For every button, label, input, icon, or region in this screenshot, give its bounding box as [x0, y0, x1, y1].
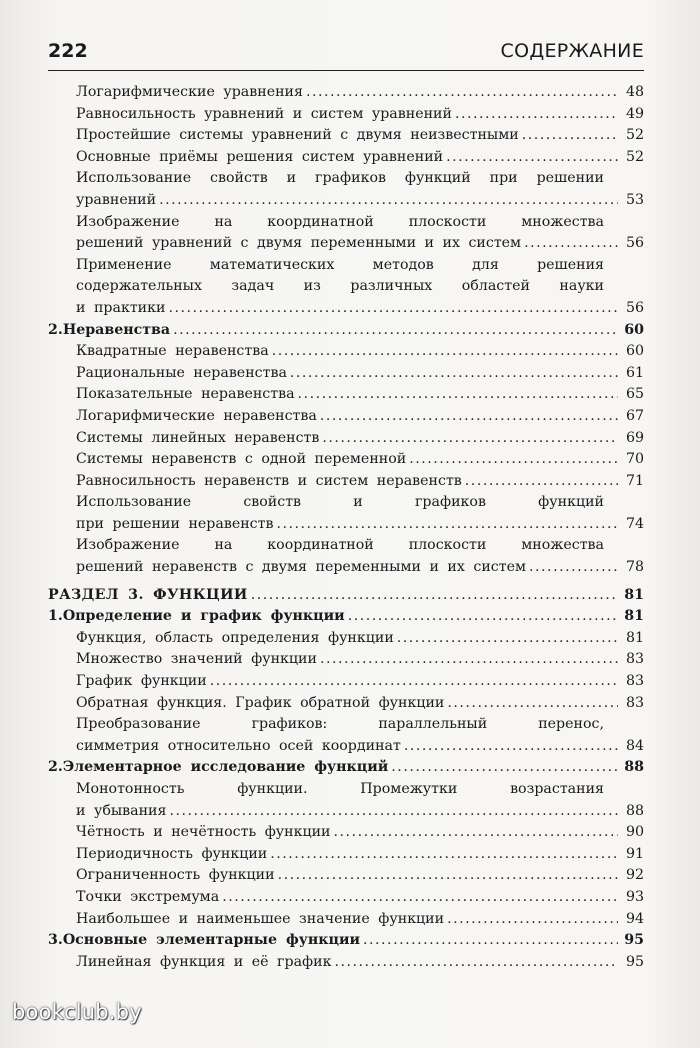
toc-line — [48, 757, 644, 779]
toc-title: Обратная функция. График обратной функции — [76, 694, 445, 711]
toc-item — [48, 535, 644, 578]
toc-page-number: 95 — [624, 932, 644, 949]
toc-title: Основные элементарные функции — [62, 932, 361, 949]
toc-page-number: 65 — [625, 386, 644, 403]
leader-dots — [159, 190, 618, 212]
toc-line — [76, 212, 644, 234]
toc-item — [48, 779, 644, 822]
toc-title: Чётность и нечётность функции — [76, 824, 331, 841]
leader-dots — [391, 757, 618, 779]
toc-line — [48, 930, 644, 952]
toc-page-number: 83 — [625, 694, 644, 711]
toc-item — [48, 104, 644, 126]
running-title: СОДЕРЖАНИЕ — [500, 40, 644, 62]
leader-dots — [409, 449, 618, 471]
toc-page-number: 52 — [625, 148, 644, 165]
toc-page-number: 83 — [625, 673, 644, 690]
toc-line — [76, 909, 644, 931]
toc-page-number: 88 — [625, 802, 644, 819]
leader-dots — [290, 363, 618, 385]
toc-line — [48, 320, 644, 342]
toc-item — [48, 671, 644, 693]
toc-page-number: 93 — [625, 888, 644, 905]
toc-title: решений уравнений с двумя переменными и их систем — [76, 235, 522, 252]
toc-title: Использование свойств и графиков функций при решении — [76, 170, 604, 187]
leader-dots — [320, 406, 618, 428]
toc-page-number: 78 — [625, 559, 644, 576]
toc-title: Логарифмические неравенства — [76, 407, 317, 424]
toc-line — [76, 714, 644, 736]
toc-page-number: 70 — [625, 451, 644, 468]
leader-dots — [524, 233, 618, 255]
toc-chapter — [48, 606, 644, 628]
toc-item — [48, 649, 644, 671]
toc-title: Преобразование графиков: параллельный перенос, — [76, 716, 604, 733]
toc-title: Точки экстремума — [76, 888, 220, 905]
toc-page-number: 74 — [625, 515, 644, 532]
toc-page-number: 56 — [625, 299, 644, 316]
toc-line — [76, 887, 644, 909]
toc-line — [76, 82, 644, 104]
toc-chapter — [48, 320, 644, 342]
toc-line — [76, 492, 644, 514]
toc-line — [76, 779, 644, 801]
toc-item — [48, 341, 644, 363]
toc-title: Наибольшее и наименьшее значение функции — [76, 910, 445, 927]
toc-page-number: 53 — [625, 191, 644, 208]
page-number: 222 — [48, 40, 88, 62]
toc-chapter — [48, 757, 644, 779]
toc-title: содержательных задач из различных областей науки — [76, 278, 604, 295]
toc-item — [48, 125, 644, 147]
toc-line — [76, 693, 644, 715]
toc-title: и убывания — [76, 802, 167, 819]
toc-title: Применение математических методов для решения — [76, 256, 604, 273]
toc-item — [48, 714, 644, 757]
toc-item — [48, 471, 644, 493]
toc-item — [48, 844, 644, 866]
toc-line — [76, 628, 644, 650]
leader-dots — [278, 865, 618, 887]
toc-item — [48, 82, 644, 104]
toc-title: Рациональные неравенства — [76, 364, 287, 381]
leader-dots — [298, 384, 618, 406]
toc-page-number: 90 — [625, 824, 644, 841]
leader-dots — [334, 952, 618, 974]
leader-dots — [363, 930, 618, 952]
toc-page-number: 61 — [625, 364, 644, 381]
toc-title: Системы линейных неравенств — [76, 429, 320, 446]
leader-dots — [455, 104, 618, 126]
toc-line — [48, 606, 644, 628]
toc-page-number: 67 — [625, 407, 644, 424]
toc-line — [76, 649, 644, 671]
toc-title: Элементарное исследование функций — [62, 759, 389, 776]
toc-chapter — [48, 930, 644, 952]
leader-dots — [306, 82, 618, 104]
toc-item — [48, 865, 644, 887]
toc-line — [76, 671, 644, 693]
toc-item — [48, 952, 644, 974]
toc-line — [76, 801, 644, 823]
toc-title: Изображение на координатной плоскости множества — [76, 213, 604, 230]
toc-page-number: 92 — [625, 867, 644, 884]
toc-section — [48, 585, 644, 607]
toc-title: Определение и график функции — [62, 608, 345, 625]
toc-title: Равносильность неравенств и систем неравенств — [76, 472, 462, 489]
toc-line — [76, 557, 644, 579]
page-header — [48, 40, 644, 71]
toc-item — [48, 449, 644, 471]
toc-line — [76, 514, 644, 536]
toc-item — [48, 255, 644, 320]
toc-title: и практики — [76, 299, 166, 316]
leader-dots — [222, 887, 618, 909]
toc-item — [48, 822, 644, 844]
toc-page-number: 81 — [624, 608, 644, 625]
toc-title: Использование свойств и графиков функций — [76, 494, 604, 511]
toc-title: Простейшие системы уравнений с двумя неизвестными — [76, 127, 519, 144]
toc-page-number: 95 — [625, 953, 644, 970]
toc-title: Квадратные неравенства — [76, 343, 269, 360]
toc-line — [76, 190, 644, 212]
toc-title: График функции — [76, 673, 207, 690]
toc-title: Изображение на координатной плоскости множества — [76, 537, 604, 554]
toc-title: Множество значений функции — [76, 651, 317, 668]
chapter-number: 1. — [48, 608, 63, 625]
leader-dots — [270, 844, 618, 866]
toc-item — [48, 406, 644, 428]
leader-dots — [465, 471, 618, 493]
toc-line — [48, 585, 644, 607]
toc-page-number: 52 — [625, 127, 644, 144]
table-of-contents — [48, 82, 644, 973]
leader-dots — [404, 736, 618, 758]
leader-dots — [322, 428, 618, 450]
toc-line — [76, 449, 644, 471]
toc-line — [76, 168, 644, 190]
toc-title: Ограниченность функции — [76, 867, 275, 884]
leader-dots — [529, 557, 618, 579]
toc-line — [76, 276, 644, 298]
toc-item — [48, 693, 644, 715]
toc-title: Функция, область определения функции — [76, 629, 394, 646]
toc-page-number: 71 — [625, 472, 644, 489]
toc-line — [76, 147, 644, 169]
toc-line — [76, 363, 644, 385]
toc-page-number: 60 — [624, 321, 644, 338]
toc-title: Равносильность уравнений и систем уравнений — [76, 105, 452, 122]
leader-dots — [210, 671, 618, 693]
leader-dots — [272, 341, 618, 363]
toc-title: при решении неравенств — [76, 515, 274, 532]
leader-dots — [446, 147, 618, 169]
leader-dots — [173, 320, 618, 342]
toc-page-number: 88 — [624, 759, 644, 776]
toc-item — [48, 628, 644, 650]
toc-page-number: 83 — [625, 651, 644, 668]
chapter-number: 2. — [48, 759, 63, 776]
toc-line — [76, 952, 644, 974]
toc-line — [76, 428, 644, 450]
toc-item — [48, 887, 644, 909]
toc-item — [48, 909, 644, 931]
toc-line — [76, 535, 644, 557]
toc-title: Логарифмические уравнения — [76, 84, 303, 100]
toc-title: уравнений — [76, 191, 157, 208]
leader-dots — [251, 585, 618, 607]
leader-dots — [320, 649, 618, 671]
leader-dots — [348, 606, 618, 628]
toc-item — [48, 168, 644, 211]
leader-dots — [334, 822, 618, 844]
leader-dots — [276, 514, 618, 536]
toc-page-number: 49 — [625, 105, 644, 122]
toc-title: Линейная функция и её график — [76, 953, 332, 970]
toc-page-number: 91 — [625, 845, 644, 862]
toc-line — [76, 341, 644, 363]
toc-line — [76, 104, 644, 126]
toc-page-number: 48 — [625, 84, 644, 100]
toc-line — [76, 406, 644, 428]
toc-item — [48, 428, 644, 450]
toc-item — [48, 363, 644, 385]
leader-dots — [447, 909, 618, 931]
toc-line — [76, 736, 644, 758]
toc-title: симметрия относительно осей координат — [76, 737, 401, 754]
toc-line — [76, 298, 644, 320]
leader-dots — [169, 801, 618, 823]
chapter-number: 3. — [48, 932, 63, 949]
leader-dots — [168, 298, 618, 320]
toc-item — [48, 384, 644, 406]
toc-line — [76, 471, 644, 493]
toc-title: РАЗДЕЛ 3. ФУНКЦИИ — [48, 586, 248, 603]
toc-line — [76, 125, 644, 147]
toc-title: Монотонность функции. Промежутки возрастания — [76, 781, 604, 797]
toc-item — [48, 492, 644, 535]
toc-title: Неравенства — [62, 321, 171, 338]
toc-line — [76, 865, 644, 887]
toc-page-number: 60 — [625, 343, 644, 360]
toc-line — [76, 822, 644, 844]
toc-title: решений неравенств с двумя переменными и их систем — [76, 559, 527, 576]
toc-line — [76, 844, 644, 866]
toc-page-number: 81 — [625, 629, 644, 646]
chapter-number: 2. — [48, 321, 63, 338]
toc-item — [48, 212, 644, 255]
toc-title: Периодичность функции — [76, 845, 268, 862]
toc-title: Основные приёмы решения систем уравнений — [76, 148, 444, 165]
toc-title: Показательные неравенства — [76, 386, 295, 403]
watermark: bookclub.by — [12, 1000, 142, 1024]
leader-dots — [397, 628, 618, 650]
toc-line — [76, 255, 644, 277]
toc-page-number: 94 — [625, 910, 644, 927]
toc-item — [48, 147, 644, 169]
toc-line — [76, 384, 644, 406]
toc-title: Системы неравенств с одной переменной — [76, 451, 407, 468]
toc-page-number: 84 — [625, 737, 644, 754]
leader-dots — [447, 693, 618, 715]
toc-page-number: 69 — [625, 429, 644, 446]
toc-page-number: 81 — [624, 586, 644, 603]
toc-page-number: 56 — [625, 235, 644, 252]
leader-dots — [522, 125, 618, 147]
toc-line — [76, 233, 644, 255]
